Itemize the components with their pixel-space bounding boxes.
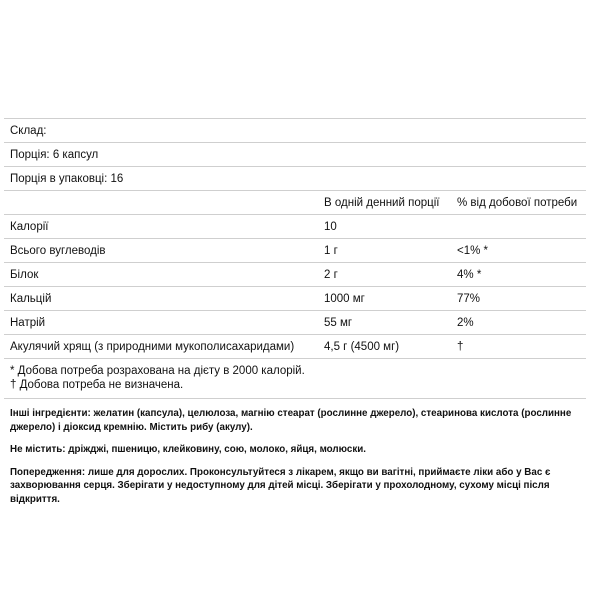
nutrient-daily-value: 4% * (457, 269, 482, 281)
table-row (4, 286, 586, 310)
serving-size-label: Порція: 6 капсул (10, 149, 99, 161)
nutrient-amount: 1 г (324, 245, 338, 257)
composition-row (4, 118, 586, 142)
nutrient-amount: 55 мг (324, 317, 353, 329)
column-header-daily-value: % від добової потреби (457, 197, 578, 209)
serving-size-row (4, 142, 586, 166)
nutrient-daily-value: 2% (457, 317, 474, 329)
nutrient-daily-value: † (457, 341, 464, 353)
nutrient-amount: 4,5 г (4500 мг) (324, 341, 400, 353)
composition-label: Склад: (10, 125, 47, 137)
nutrient-amount: 1000 мг (324, 293, 365, 305)
table-row (4, 334, 586, 358)
nutrient-name: Кальцій (10, 293, 52, 305)
not-contains-text: Не містить: дріжджі, пшеницю, клейковину, сою, молоко, яйця, молюски. (10, 444, 366, 455)
nutrient-name: Всього вуглеводів (10, 245, 106, 257)
supplement-facts-panel (4, 118, 586, 506)
table-row (4, 238, 586, 262)
servings-per-container-row (4, 166, 586, 190)
nutrient-name: Білок (10, 269, 39, 281)
nutrient-amount: 2 г (324, 269, 338, 281)
table-row (4, 214, 586, 238)
other-ingredients-text: Інші інгредієнти: желатин (капсула), целюлоза, магнію стеарат (рослинне джерело), стеаринова кислота (рослинне джерело) і діоксид кремнію. Містить рибу (акулу). (10, 408, 572, 433)
ingredients-section (4, 398, 586, 506)
nutrient-name: Калорії (10, 221, 49, 233)
table-row (4, 262, 586, 286)
table-header-row (4, 190, 586, 214)
column-header-per-serving: В одній денний порції (324, 197, 440, 209)
nutrient-name: Натрій (10, 317, 46, 329)
table-row (4, 310, 586, 334)
footnote-not-established: † Добова потреба не визначена. (10, 379, 184, 391)
nutrient-amount: 10 (324, 221, 337, 233)
warning-text: Попередження: лише для дорослих. Проконсультуйтеся з лікарем, якщо ви вагітні, приймаєте ліки або у Вас є захворювання серця. Зберігати у недоступному для дітей місці. Зберігати у прохолодному, сухому місці після відкриття. (10, 466, 551, 505)
footnotes (4, 358, 586, 398)
nutrient-name: Акулячий хрящ (з природними мукополисахаридами) (10, 341, 295, 353)
servings-per-container-label: Порція в упаковці: 16 (10, 173, 124, 185)
nutrient-daily-value: 77% (457, 293, 481, 305)
footnote-daily-value: * Добова потреба розрахована на дієту в 2000 калорій. (10, 365, 305, 377)
nutrient-daily-value: <1% * (457, 245, 489, 257)
